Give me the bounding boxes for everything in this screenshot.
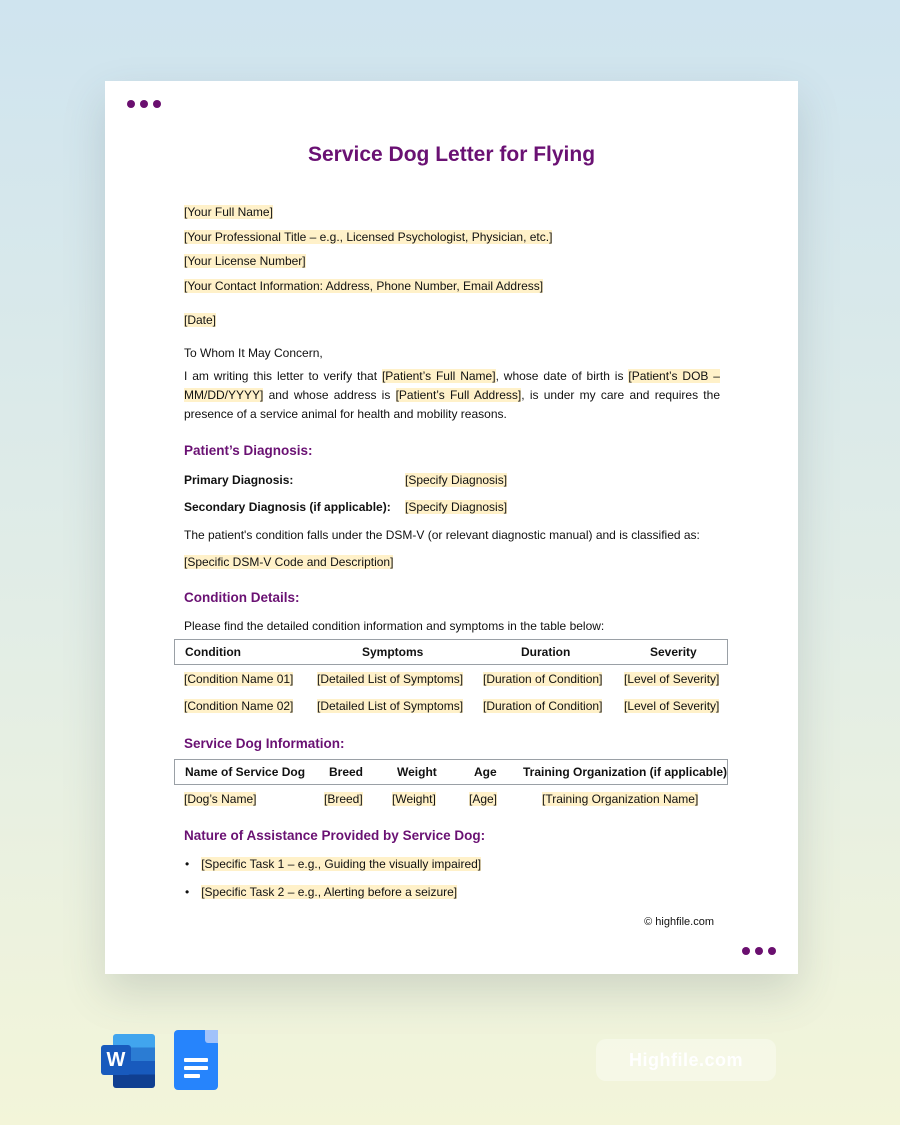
sender-title: [Your Professional Title – e.g., Licensed Psychologist, Physician, etc.] [184,230,553,244]
sender-license: [Your License Number] [184,254,306,268]
list-item: • [Specific Task 2 – e.g., Alerting before a seizure] [185,885,458,899]
table-cell: [Condition Name 02] [184,698,294,713]
brand-badge[interactable]: Highfile.com [596,1039,776,1081]
column-header: Name of Service Dog [185,765,306,779]
dsm-code: [Specific DSM-V Code and Description] [184,555,394,569]
bullet-icon: • [185,885,190,899]
table-cell: [Training Organization Name] [542,791,699,806]
bullet-icon: • [185,857,190,871]
dog-table [174,759,728,812]
primary-diagnosis-label: Primary Diagnosis: [184,473,294,487]
salutation: To Whom It May Concern, [184,346,323,360]
table-cell: [Dog’s Name] [184,791,257,806]
list-item: • [Specific Task 1 – e.g., Guiding the visually impaired] [185,857,482,871]
table-cell: [Age] [469,791,498,806]
table-row [174,785,728,812]
dog-table-header [174,759,728,785]
column-header: Weight [397,765,437,779]
condition-table-header [174,639,728,665]
document-title: Service Dog Letter for Flying [307,143,596,166]
letter-date: [Date] [184,313,217,327]
table-cell: [Duration of Condition] [483,671,603,686]
table-cell: [Level of Severity] [624,698,720,713]
word-icon[interactable]: W [101,1030,157,1090]
sender-contact: [Your Contact Information: Address, Phone Number, Email Address] [184,279,544,293]
intro-paragraph: I am writing this letter to verify that [Patient’s Full Name], whose date of birth is [Patient’s DOB – MM/DD/YYYY] and whose address is [Patient’s Full Address], is under my care and requires the presence of a service animal for health and mobility reasons. [184,369,720,421]
dsm-text: The patient's condition falls under the DSM-V (or relevant diagnostic manual) and is classified as: [184,528,700,542]
table-cell: [Detailed List of Symptoms] [317,698,464,713]
table-row [174,692,728,719]
table-cell: [Condition Name 01] [184,671,294,686]
secondary-diagnosis-value: [Specify Diagnosis] [405,500,508,514]
menu-dots-icon [742,947,776,955]
table-cell: [Level of Severity] [624,671,720,686]
column-header: Age [474,765,497,779]
table-cell: [Weight] [392,791,436,806]
primary-diagnosis-value: [Specify Diagnosis] [405,473,508,487]
condition-intro: Please find the detailed condition information and symptoms in the table below: [184,619,605,633]
dog-heading: Service Dog Information: [184,736,345,751]
table-cell: [Breed] [324,791,363,806]
secondary-diagnosis-label: Secondary Diagnosis (if applicable): [184,500,391,514]
menu-dots-icon [127,100,161,108]
table-row [174,665,728,692]
diagnosis-heading: Patient’s Diagnosis: [184,443,313,458]
format-icons [101,1030,218,1090]
google-docs-icon[interactable] [174,1030,218,1090]
column-header: Symptoms [362,645,424,659]
condition-heading: Condition Details: [184,590,300,605]
sender-name: [Your Full Name] [184,205,273,219]
assistance-heading: Nature of Assistance Provided by Service Dog: [184,828,486,843]
document-page [105,81,798,974]
table-cell: [Detailed List of Symptoms] [317,671,464,686]
column-header: Training Organization (if applicable) [523,765,728,779]
condition-table [174,639,728,719]
copyright: © highfile.com [644,916,714,928]
column-header: Severity [650,645,697,659]
column-header: Duration [521,645,571,659]
column-header: Condition [185,645,241,659]
table-cell: [Duration of Condition] [483,698,603,713]
column-header: Breed [329,765,364,779]
